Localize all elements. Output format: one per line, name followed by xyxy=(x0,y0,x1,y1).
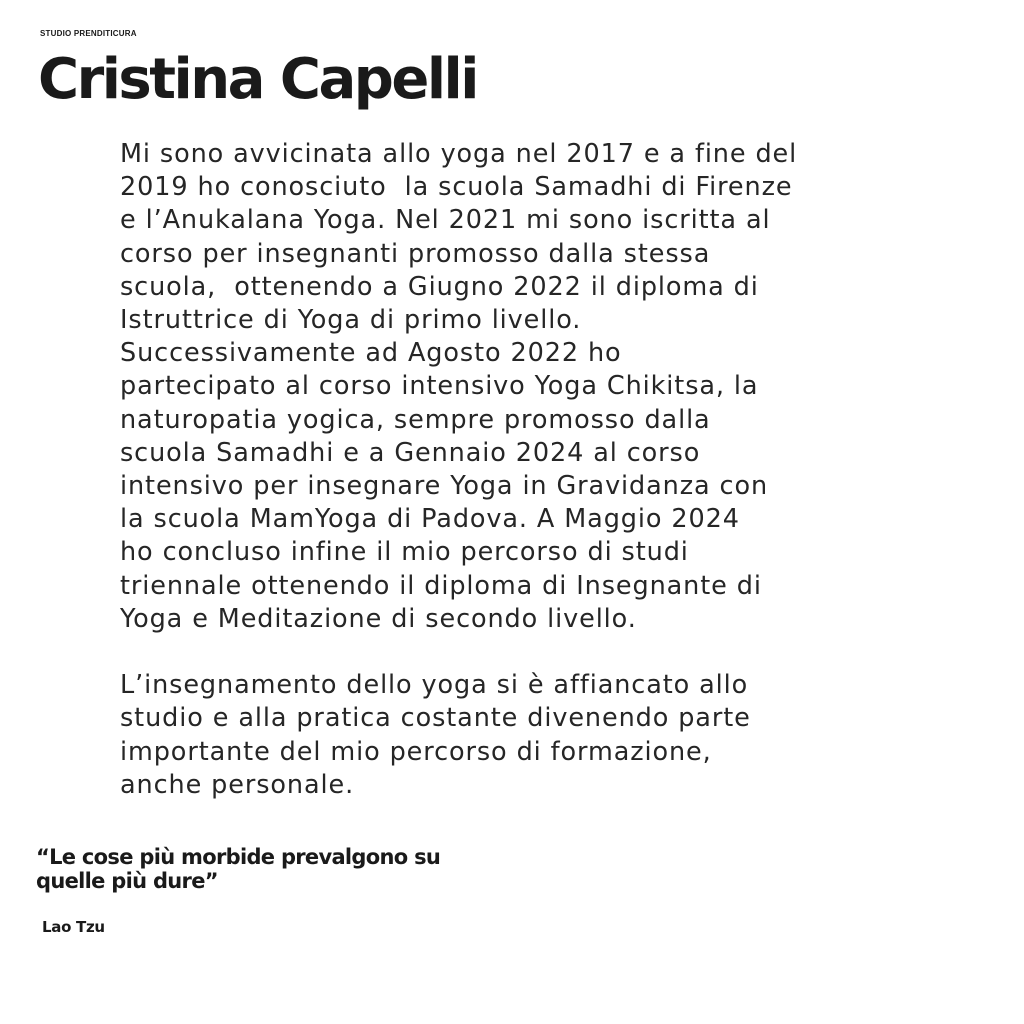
bio-line: Yoga e Meditazione di secondo livello. xyxy=(120,603,637,634)
bio-line: L’insegnamento dello yoga si è affiancato allo xyxy=(120,670,749,701)
bio-line: la scuola MamYoga di Padova. A Maggio 2024 xyxy=(120,504,740,535)
bio-text xyxy=(120,138,920,802)
bio-line: ho concluso infine il mio percorso di studi xyxy=(120,537,689,568)
quote-line: “Le cose più morbide prevalgono su xyxy=(36,845,441,869)
bio-line: intensivo per insegnare Yoga in Gravidanza con xyxy=(120,471,769,502)
bio-line: Istruttrice di Yoga di primo livello. xyxy=(120,305,582,336)
bio-line: Successivamente ad Agosto 2022 ho xyxy=(120,338,622,369)
bio-line: scuola, ottenendo a Giugno 2022 il diploma di xyxy=(120,271,759,302)
brand-label: STUDIO PRENDITICURA xyxy=(40,29,137,38)
bio-line: importante del mio percorso di formazione, xyxy=(120,736,712,767)
bio-line: triennale ottenendo il diploma di Insegnante di xyxy=(120,570,762,601)
quote-line: quelle più dure” xyxy=(36,869,218,893)
paragraph-spacer xyxy=(120,636,920,669)
bio-line: naturopatia yogica, sempre promosso dalla xyxy=(120,404,711,435)
page-title: Cristina Capelli xyxy=(38,47,477,112)
bio-line: scuola Samadhi e a Gennaio 2024 al corso xyxy=(120,437,701,468)
quote xyxy=(36,845,440,893)
bio-line: e l’Anukalana Yoga. Nel 2021 mi sono iscritta al xyxy=(120,205,771,236)
bio-line: partecipato al corso intensivo Yoga Chikitsa, la xyxy=(120,371,759,402)
bio-line: Mi sono avvicinata allo yoga nel 2017 e a fine del xyxy=(120,139,798,169)
bio-line: 2019 ho conosciuto la scuola Samadhi di Firenze xyxy=(120,172,793,203)
quote-author: Lao Tzu xyxy=(42,918,105,936)
bio-line: anche personale. xyxy=(120,769,355,800)
bio-line: studio e alla pratica costante divenendo parte xyxy=(120,703,751,734)
bio-line: corso per insegnanti promosso dalla stessa xyxy=(120,238,711,269)
